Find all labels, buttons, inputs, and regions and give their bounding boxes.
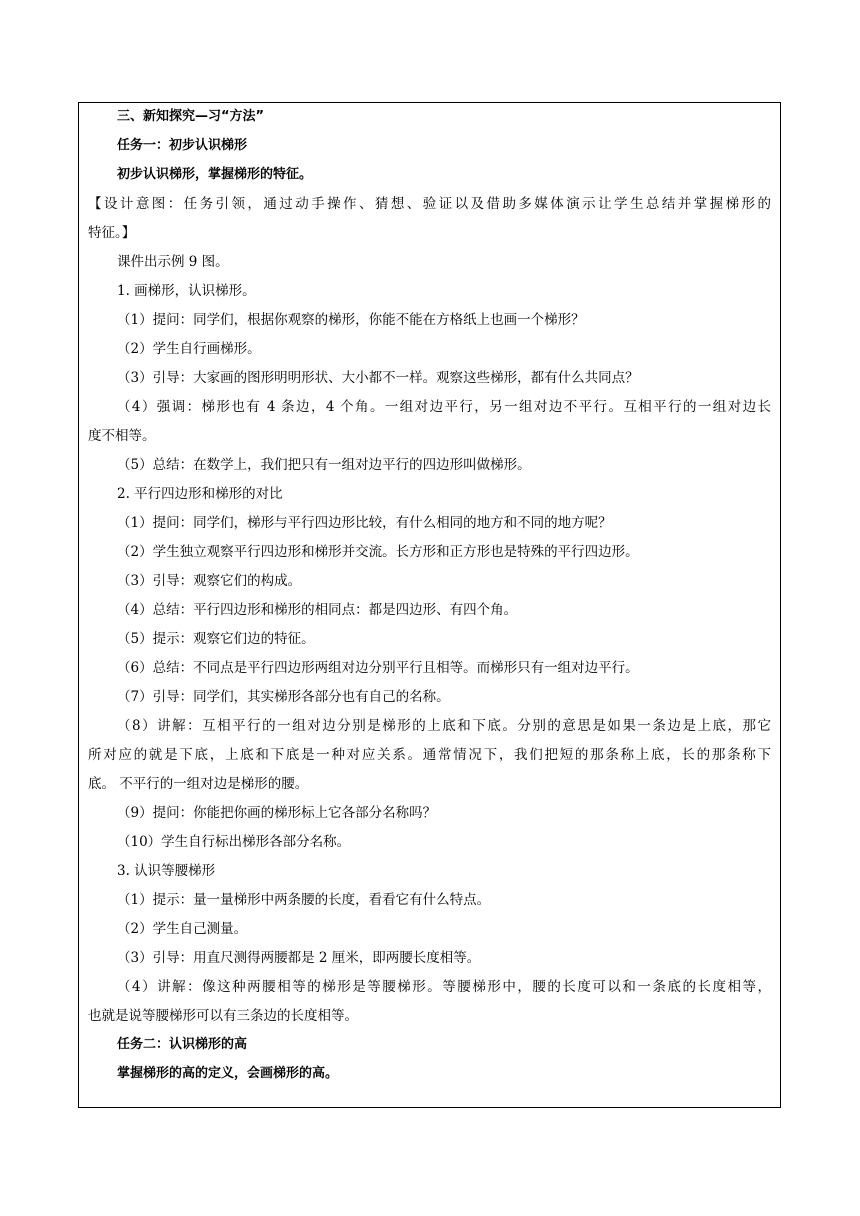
section-heading: 三、新知探究—习“方法” (117, 109, 265, 124)
subsection-heading: 2. 平行四边形和梯形的对比 (117, 486, 283, 502)
paragraph: 课件出示例 9 图。 (117, 254, 229, 270)
paragraph: （1）提示：量一量梯形中两条腰的长度，看看它有什么特点。 (117, 892, 491, 908)
paragraph: （4）讲解：像这种两腰相等的梯形是等腰梯形。等腰梯形中，腰的长度可以和一条底的长度相等， (117, 979, 771, 995)
paragraph: （8）讲解：互相平行的一组对边分别是梯形的上底和下底。分别的意思是如果一条边是上底，那它 (117, 718, 771, 734)
paragraph: （5）总结：在数学上，我们把只有一组对边平行的四边形叫做梯形。 (117, 457, 531, 473)
paragraph: （2）学生自行画梯形。 (117, 341, 261, 357)
paragraph-continuation: 底。 不平行的一组对边是梯形的腰。 (88, 776, 309, 792)
design-intent-line-1: 【设计意图：任务引领，通过动手操作、猜想、验证以及借助多媒体演示让学生总结并掌握梯形的 (88, 196, 771, 212)
paragraph: （3）引导：用直尺测得两腰都是 2 厘米，即两腰长度相等。 (117, 950, 481, 966)
paragraph: （10）学生自行标出梯形各部分名称。 (117, 834, 351, 850)
paragraph-continuation: 也就是说等腰梯形可以有三条边的长度相等。 (88, 1008, 358, 1024)
paragraph: （3）引导：观察它们的构成。 (117, 573, 302, 589)
design-intent-line-2: 特征。】 (88, 225, 136, 241)
subsection-heading: 3. 认识等腰梯形 (117, 863, 216, 879)
paragraph: （9）提问：你能把你画的梯形标上它各部分名称吗？ (117, 805, 437, 821)
task-one-heading: 任务一：初步认识梯形 (117, 138, 248, 153)
task-two-heading: 任务二：认识梯形的高 (117, 1037, 248, 1052)
paragraph: （6）总结：不同点是平行四边形两组对边分别平行且相等。而梯形只有一组对边平行。 (117, 660, 639, 676)
paragraph: （2）学生自己测量。 (117, 921, 248, 937)
paragraph: （7）引导：同学们，其实梯形各部分也有自己的名称。 (117, 689, 450, 705)
paragraph: （5）提示：观察它们边的特征。 (117, 631, 315, 647)
task-two-goal: 掌握梯形的高的定义，会画梯形的高。 (117, 1066, 339, 1081)
paragraph: （2）学生独立观察平行四边形和梯形并交流。长方形和正方形也是特殊的平行四边形。 (117, 544, 639, 560)
subsection-heading: 1. 画梯形，认识梯形。 (117, 283, 256, 299)
paragraph: （1）提问：同学们，梯形与平行四边形比较，有什么相同的地方和不同的地方呢？ (117, 515, 612, 531)
paragraph-continuation: 度不相等。 (88, 428, 156, 444)
paragraph: （3）引导：大家画的图形明明形状、大小都不一样。观察这些梯形，都有什么共同点？ (117, 370, 639, 386)
paragraph: （4）总结：平行四边形和梯形的相同点：都是四边形、有四个角。 (117, 602, 518, 618)
paragraph: （4）强调：梯形也有 4 条边，4 个角。一组对边平行，另一组对边不平行。互相平行的一组对边长 (117, 399, 771, 415)
paragraph: （1）提问：同学们，根据你观察的梯形，你能不能在方格纸上也画一个梯形？ (117, 312, 585, 328)
task-one-goal: 初步认识梯形，掌握梯形的特征。 (117, 167, 313, 182)
paragraph-continuation: 所对应的就是下底，上底和下底是一种对应关系。通常情况下，我们把短的那条称上底，长的那条称下 (88, 747, 771, 763)
